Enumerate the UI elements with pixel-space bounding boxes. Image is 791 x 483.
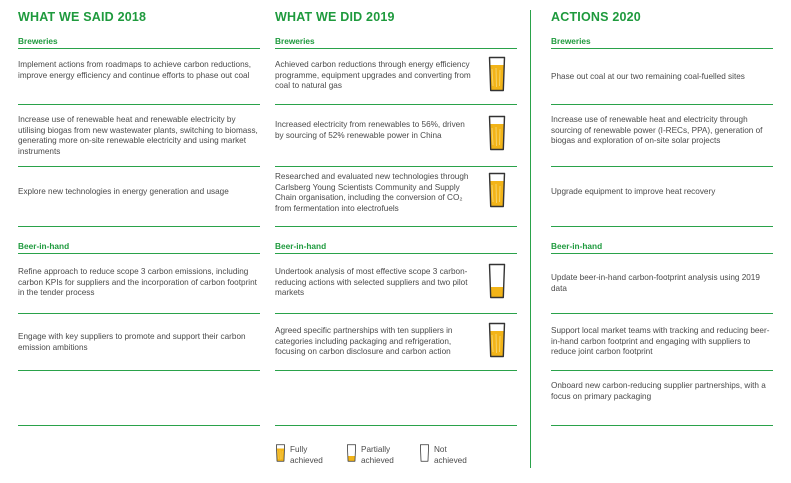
legend-partially-line2: achieved [361, 455, 394, 465]
did-beer-1: Undertook analysis of most effective scope 3 carbon-reducing actions with selected suppliers and two pilot markets [275, 267, 468, 298]
actions-beer-3: Onboard new carbon-reducing supplier partnerships, with a focus on primary packaging [551, 381, 766, 401]
row-divider [18, 48, 260, 49]
did-beer-2: Agreed specific partnerships with ten suppliers in categories including packaging and refrigeration, focusing on carbon disclosure and carbon action [275, 326, 453, 357]
legend-partially-line1: Partially [361, 445, 391, 454]
legend-fully [290, 445, 323, 466]
legend-not-line2: achieved [434, 455, 467, 465]
col-title-said: WHAT WE SAID 2018 [18, 10, 147, 24]
row-divider [275, 226, 517, 227]
said-beer-2: Engage with key suppliers to promote and support their carbon emission ambitions [18, 332, 246, 352]
row-divider [18, 313, 260, 314]
actions-breweries-2: Increase use of renewable heat and electricity through sourcing of renewable power (I-RECs, PPA), generation of biogas and exploration of on-site solar projects [551, 115, 763, 146]
actions-beer-2: Support local market teams with tracking and reducing beer-in-hand carbon footprint and engaging with suppliers to reduce joint carbon footprint [551, 326, 770, 357]
said-breweries-2: Increase use of renewable heat and renewable electricity by utilising biogas from new wastewater plants, switching to biomass, generating more on-site renewable electricity and using market instruments [18, 115, 258, 156]
section-beer-actions: Beer-in-hand [551, 241, 603, 251]
row-divider [551, 370, 773, 371]
legend-fully-line1: Fully [290, 445, 308, 454]
row-divider [551, 313, 773, 314]
legend-full-glass-icon [275, 444, 286, 462]
section-beer-said: Beer-in-hand [18, 241, 70, 251]
said-breweries-1: Implement actions from roadmaps to achieve carbon reductions, improve energy efficiency and continue efforts to phase out coal [18, 60, 252, 80]
did-breweries-3: Researched and evaluated new technologies through Carlsberg Young Scientists Community and Supply Chain organisation, including the conversion of CO₂ from fermentation into electrofuels [275, 172, 469, 213]
row-divider [275, 104, 517, 105]
row-divider [18, 104, 260, 105]
actions-breweries-1: Phase out coal at our two remaining coal-fuelled sites [551, 72, 745, 81]
row-divider [551, 226, 773, 227]
col-title-actions: ACTIONS 2020 [551, 10, 641, 24]
row-divider [551, 104, 773, 105]
beer-glass-full-icon [487, 322, 507, 358]
legend-not [434, 445, 467, 466]
actions-beer-1: Update beer-in-hand carbon-footprint analysis using 2019 data [551, 273, 760, 293]
row-divider [551, 48, 773, 49]
actions-breweries-3: Upgrade equipment to improve heat recovery [551, 187, 716, 196]
legend-partial-glass-icon [346, 444, 357, 462]
row-divider [551, 253, 773, 254]
row-divider [551, 425, 773, 426]
beer-glass-full-icon [487, 56, 507, 92]
beer-glass-partial-icon [487, 263, 507, 299]
row-divider [275, 48, 517, 49]
row-divider [275, 166, 517, 167]
row-divider [275, 253, 517, 254]
row-divider [275, 370, 517, 371]
section-beer-did: Beer-in-hand [275, 241, 327, 251]
row-divider [18, 370, 260, 371]
legend-empty-glass-icon [419, 444, 430, 462]
row-divider [18, 166, 260, 167]
said-breweries-3: Explore new technologies in energy generation and usage [18, 187, 229, 196]
legend-fully-line2: achieved [290, 455, 323, 465]
legend-partially [361, 445, 394, 466]
beer-glass-full-icon [487, 172, 507, 208]
said-beer-1: Refine approach to reduce scope 3 carbon emissions, including carbon KPIs for suppliers and the incorporation of carbon footprint in the tender process [18, 267, 257, 298]
row-divider [551, 166, 773, 167]
section-breweries-said: Breweries [18, 36, 58, 46]
did-breweries-1: Achieved carbon reductions through energy efficiency programme, equipment upgrades and converting from coal to natural gas [275, 60, 471, 91]
legend-not-line1: Not [434, 445, 447, 454]
row-divider [18, 226, 260, 227]
section-breweries-actions: Breweries [551, 36, 591, 46]
row-divider [275, 425, 517, 426]
section-breweries-did: Breweries [275, 36, 315, 46]
column-divider [530, 10, 531, 468]
row-divider [18, 425, 260, 426]
did-breweries-2: Increased electricity from renewables to 56%, driven by sourcing of 52% renewable power in China [275, 120, 465, 140]
row-divider [275, 313, 517, 314]
beer-glass-full-icon [487, 115, 507, 151]
row-divider [18, 253, 260, 254]
col-title-did: WHAT WE DID 2019 [275, 10, 395, 24]
